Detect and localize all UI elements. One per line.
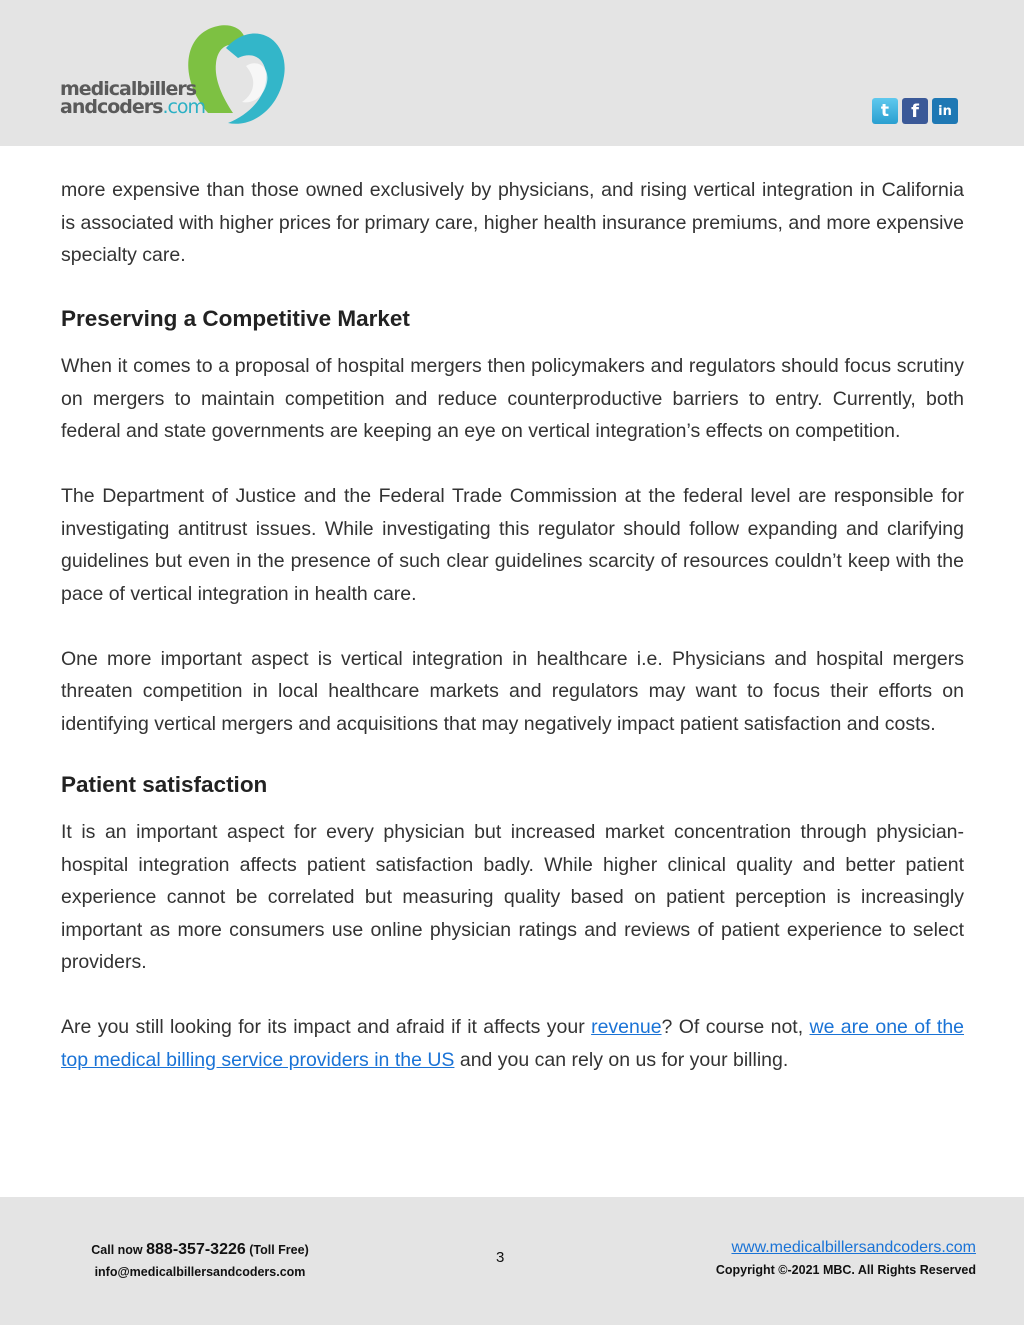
social-links — [872, 98, 958, 124]
website-link[interactable]: www.medicalbillersandcoders.com — [731, 1239, 976, 1256]
footer-site-info — [700, 1237, 976, 1281]
call-now-label: Call now — [91, 1243, 147, 1257]
page-footer — [0, 1197, 1024, 1325]
heading-patient-satisfaction: Patient satisfaction — [61, 772, 268, 797]
page-number: 3 — [496, 1249, 505, 1266]
toll-free-label: (Toll Free) — [245, 1243, 309, 1257]
paragraph-3: One more important aspect is vertical integration in healthcare i.e. Physicians and hospital mergers threaten competition in local healthcare markets and regulators may want to focus their efforts on identifying vertical mergers and acquisitions that may negatively impact patient satisfaction and costs. — [61, 647, 964, 735]
p5-text-1: Are you still looking for its impact and afraid if it affects your — [61, 1016, 592, 1038]
footer-contact — [60, 1239, 340, 1283]
facebook-icon[interactable]: f — [902, 98, 928, 124]
logo-line2: andcoders — [60, 96, 163, 118]
providers-link[interactable]: we are one of the top medical billing service providers in the US — [61, 1016, 965, 1071]
linkedin-icon[interactable]: in — [932, 98, 958, 124]
p5-text-2: ? Of course not, — [661, 1016, 810, 1038]
paragraph-5 — [61, 1011, 964, 1076]
logo-suffix: .com — [162, 96, 206, 118]
logo-line1: medicalbillers — [60, 78, 197, 100]
paragraph-4: It is an important aspect for every physician but increased market concentration through physician-hospital integration affects patient satisfaction badly. While higher clinical quality and better patient experience cannot be correlated but measuring quality based on patient perception is increasingly important as more consumers use online physician ratings and reviews of patient experience to select providers. — [61, 821, 964, 973]
copyright-text: Copyright ©-2021 MBC. All Rights Reserved — [715, 1263, 976, 1277]
company-logo[interactable] — [58, 18, 293, 133]
phone-number[interactable]: 888-357-3226 — [146, 1241, 246, 1258]
paragraph-2: The Department of Justice and the Federal Trade Commission at the federal level are responsible for investigating antitrust issues. While investigating this regulator should follow expanding and clarifying guidelines but even in the presence of such clear guidelines scarcity of resources couldn’t keep with the pace of vertical integration in health care. — [61, 485, 964, 605]
paragraph-1: When it comes to a proposal of hospital mergers then policymakers and regulators should focus scrutiny on mergers to maintain competition and reduce counterproductive barriers to entry. Currently, both federal and state governments are keeping an eye on vertical integration’s effects on competition. — [61, 355, 964, 442]
intro-paragraph: more expensive than those owned exclusively by physicians, and rising vertical integration in California is associated with higher prices for primary care, higher health insurance premiums, and more expensive specialty care. — [61, 179, 964, 266]
twitter-icon[interactable]: t — [872, 98, 898, 124]
document-body — [61, 174, 964, 1109]
logo-wordmark — [60, 80, 205, 116]
revenue-link[interactable]: revenue — [591, 1016, 662, 1038]
p5-text-3: and you can rely on us for your billing. — [454, 1048, 789, 1071]
footer-email[interactable]: info@medicalbillersandcoders.com — [94, 1265, 306, 1279]
heading-competitive-market: Preserving a Competitive Market — [61, 306, 410, 331]
page-header — [0, 0, 1024, 146]
